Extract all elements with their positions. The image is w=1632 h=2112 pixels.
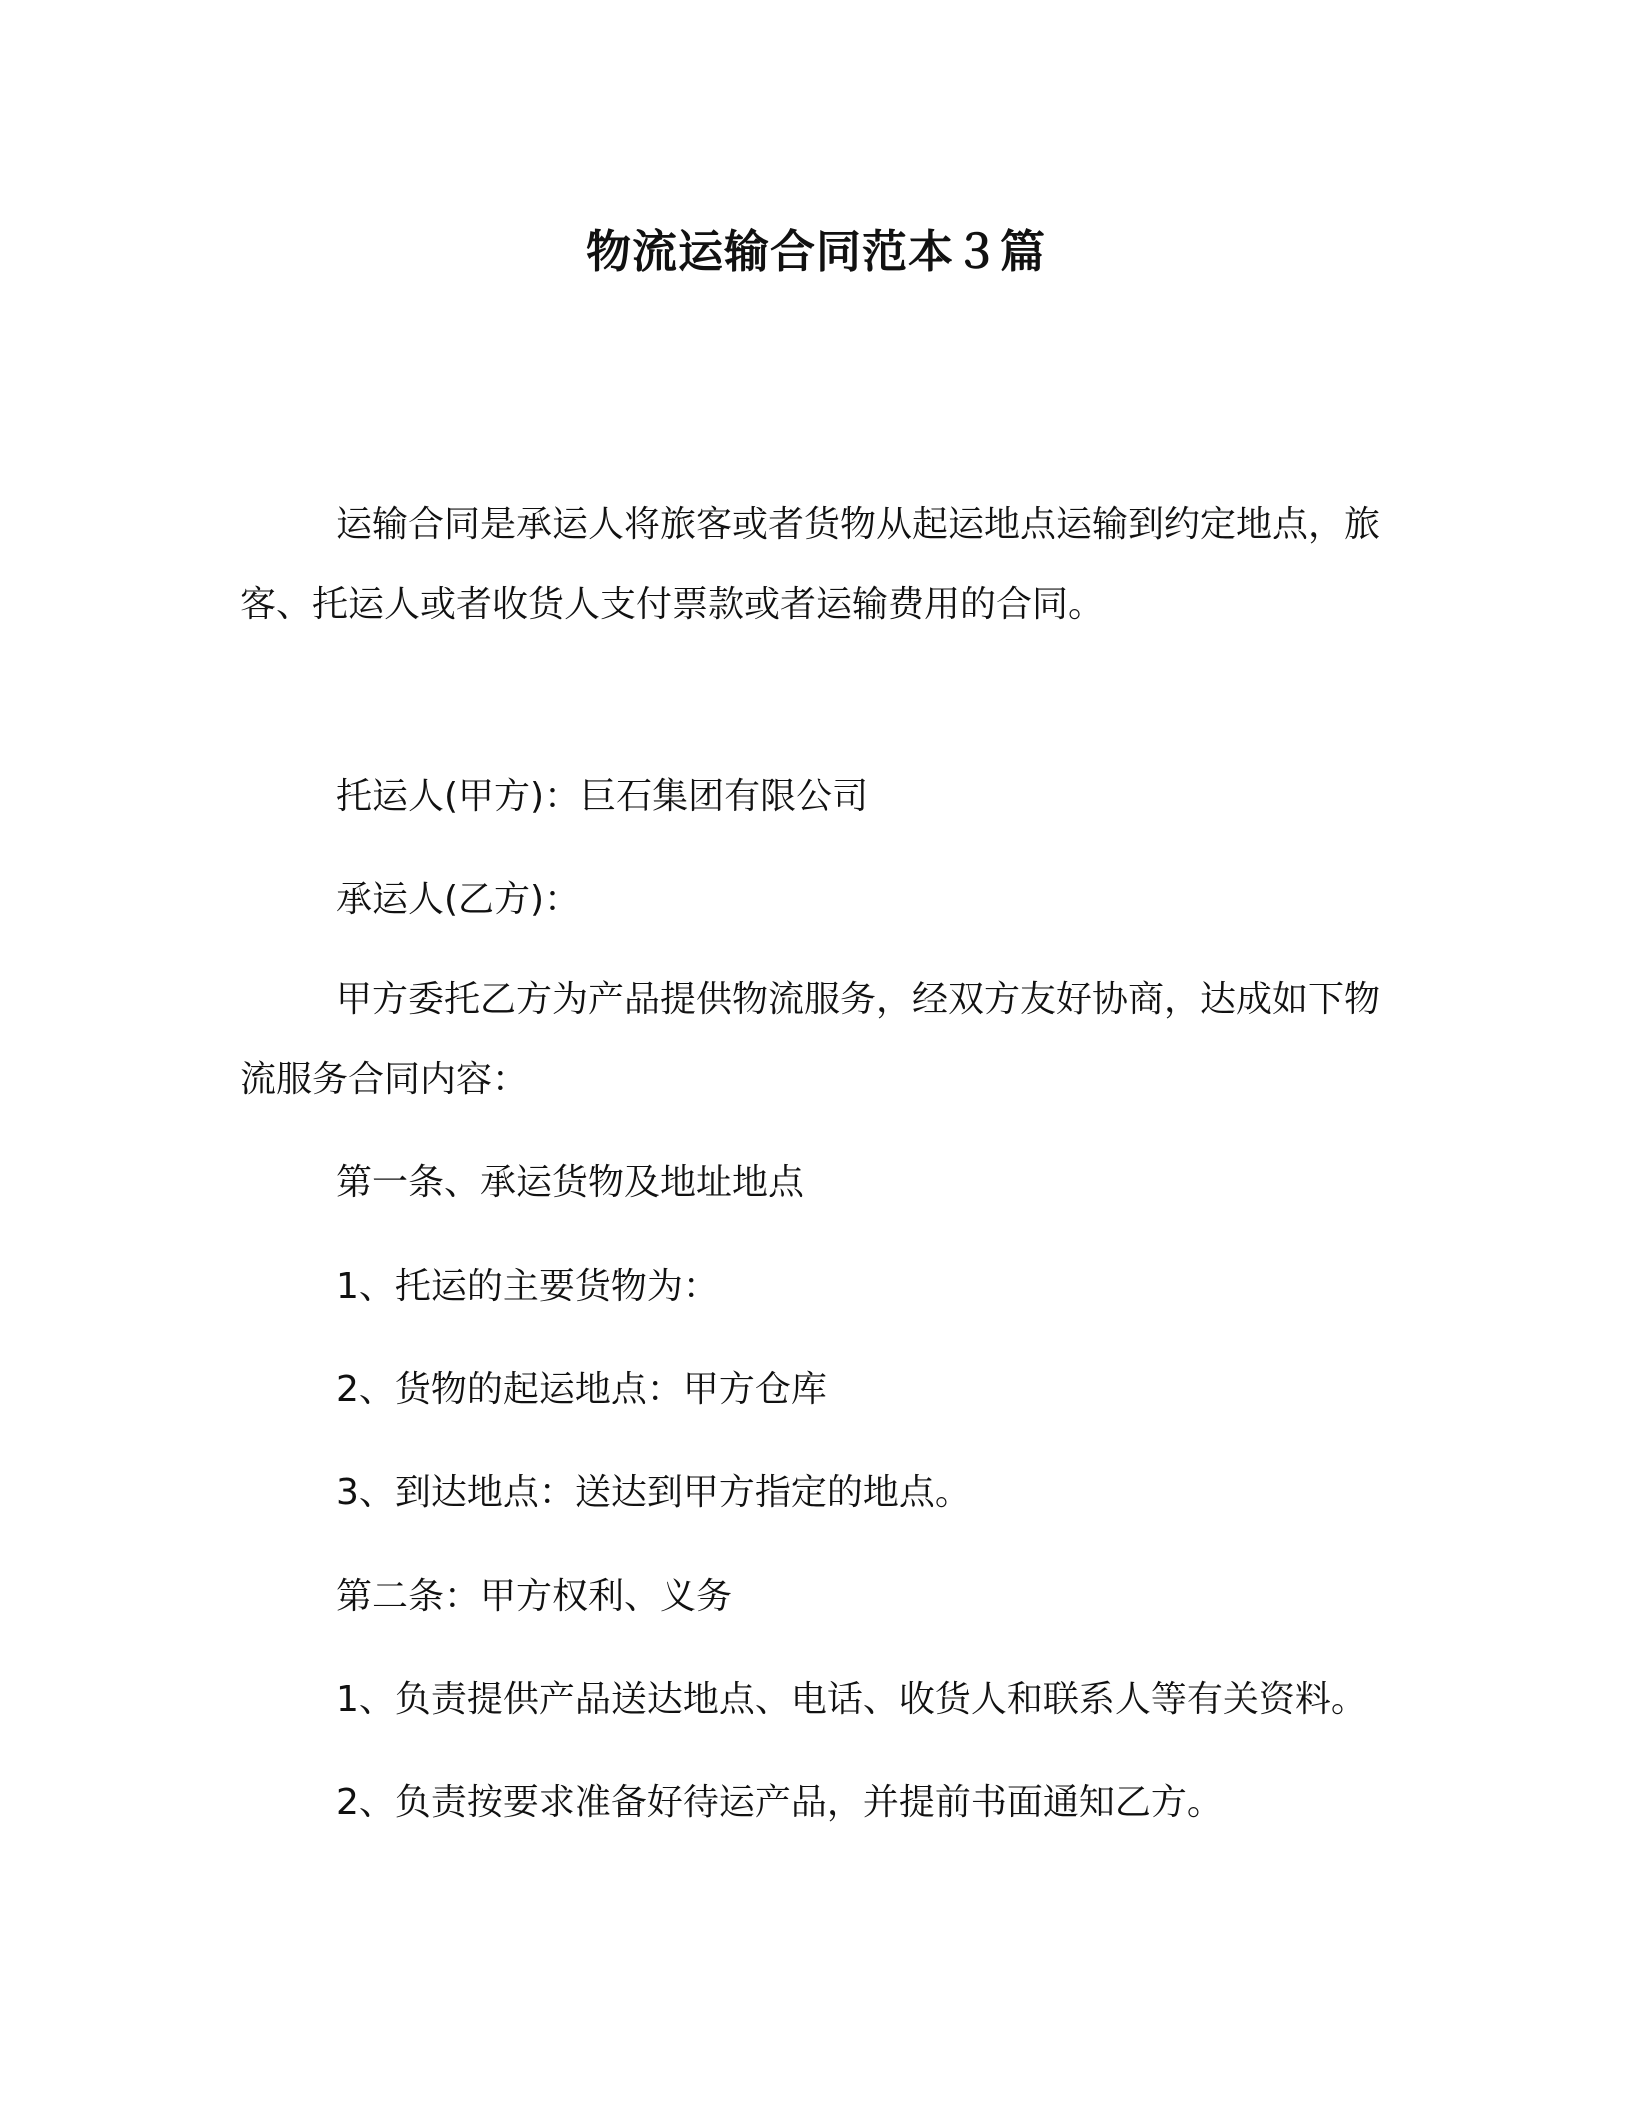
article2-item: 2、负责按要求准备好待运产品，并提前书面通知乙方。: [336, 1782, 1223, 1823]
purpose-paragraph: 甲方委托乙方为产品提供物流服务，经双方友好协商，达成如下物流服务合同内容：: [240, 979, 1381, 1100]
shipper-line: 托运人(甲方)：巨石集团有限公司: [336, 776, 869, 817]
article1-item: 1、托运的主要货物为：: [336, 1266, 719, 1307]
article1-heading: 第一条、承运货物及地址地点: [336, 1162, 805, 1203]
carrier-line: 承运人(乙方)：: [336, 879, 581, 920]
article1-item: 3、到达地点：送达到甲方指定的地点。: [336, 1472, 971, 1513]
article2-item: 1、负责提供产品送达地点、电话、收货人和联系人等有关资料。: [336, 1679, 1367, 1720]
article2-heading: 第二条：甲方权利、义务: [336, 1576, 733, 1617]
document-title: 物流运输合同范本３篇: [585, 225, 1046, 278]
intro-paragraph: 运输合同是承运人将旅客或者货物从起运地点运输到约定地点，旅客、托运人或者收货人支付票款或者运输费用的合同。: [240, 504, 1381, 625]
article1-item: 2、货物的起运地点：甲方仓库: [336, 1369, 827, 1410]
